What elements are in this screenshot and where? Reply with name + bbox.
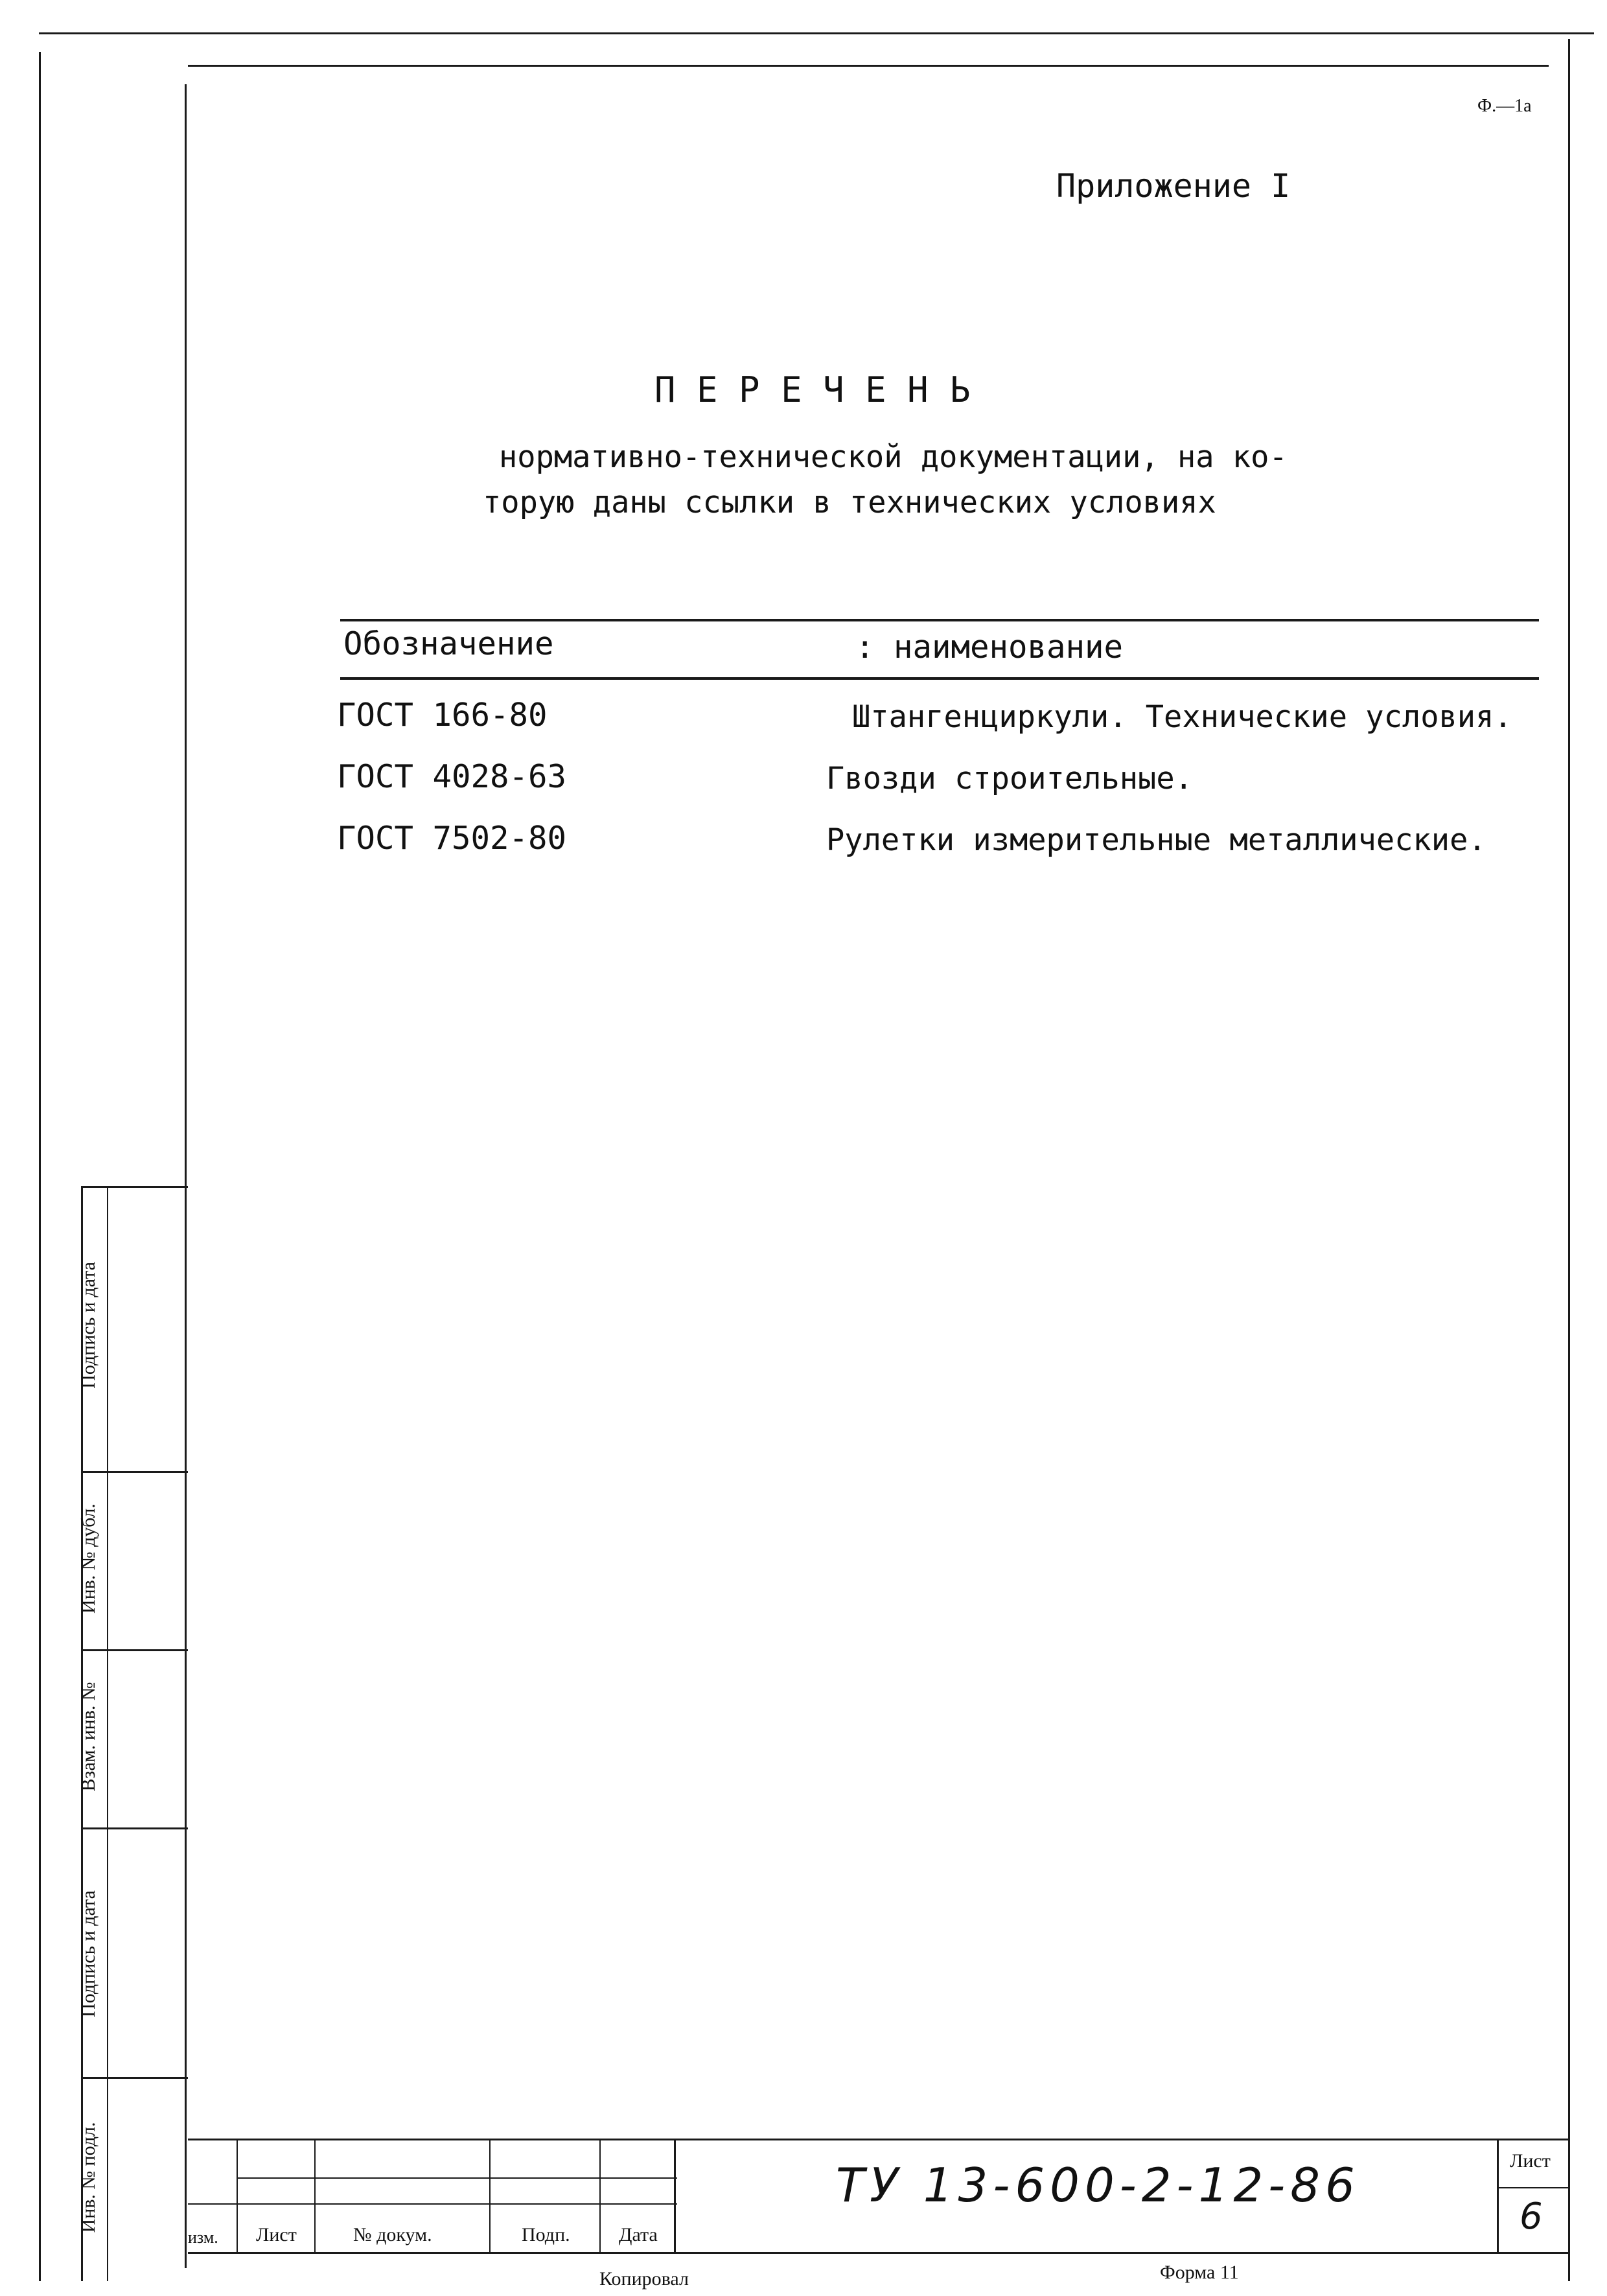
title-block-col xyxy=(489,2139,491,2252)
title-block-col xyxy=(237,2139,238,2252)
title-block-sheet-col xyxy=(1497,2139,1499,2252)
table-row xyxy=(337,758,1568,804)
document-heading: П Е Р Е Ч Е Н Ь xyxy=(654,369,971,410)
document-subtitle-line2: торую даны ссылки в технических условиях xyxy=(483,485,1216,520)
title-block-col xyxy=(599,2139,601,2252)
row-designation: ГОСТ 166-80 xyxy=(337,697,548,734)
table-row xyxy=(337,820,1568,865)
form-code: Ф.—1а xyxy=(1477,96,1532,116)
izm-label: изм. xyxy=(188,2228,218,2247)
top-border xyxy=(39,32,1594,34)
row-designation: ГОСТ 7502-80 xyxy=(337,820,567,857)
side-stamp-divider xyxy=(81,1649,188,1651)
title-block-col xyxy=(674,2139,676,2252)
side-stamp-divider xyxy=(81,1186,188,1188)
copied-label: Копировал xyxy=(599,2268,689,2290)
side-stamp-divider xyxy=(81,1471,188,1473)
inv-podl-label: Инв. № подл. xyxy=(78,2122,99,2233)
row-name: Рулетки измерительные металлические. xyxy=(826,822,1486,858)
inner-left-border xyxy=(185,84,187,2268)
title-block-top-line xyxy=(188,2139,1568,2140)
list-label: Лист xyxy=(256,2224,297,2245)
sheet-label: Лист xyxy=(1510,2150,1551,2172)
dokum-label: № докум. xyxy=(353,2224,432,2245)
data-label: Дата xyxy=(619,2224,658,2245)
document-designation: ТУ 13-600-2-12-86 xyxy=(836,2158,1360,2212)
form-label: Форма 11 xyxy=(1160,2262,1239,2283)
document-subtitle-line1: нормативно-технической документации, на ко- xyxy=(499,439,1288,475)
podpis-data-label-2: Подпись и дата xyxy=(78,1890,99,2017)
title-block-bottom-line xyxy=(188,2252,1568,2254)
row-name: Гвозди строительные. xyxy=(826,761,1193,796)
podpis-data-label: Подпись и дата xyxy=(78,1262,99,1389)
side-stamp-inner-line xyxy=(107,1186,108,2281)
sheet-number: 6 xyxy=(1520,2196,1543,2238)
inv-dubl-label: Инв. № дубл. xyxy=(78,1503,99,1614)
title-block-sheet-row xyxy=(1497,2187,1568,2188)
table-top-rule xyxy=(340,619,1539,621)
side-stamp-divider xyxy=(81,1827,188,1829)
table-row xyxy=(337,697,1568,742)
right-border xyxy=(1568,39,1570,2281)
column-header-name: : наименование xyxy=(855,629,1124,666)
title-block-col xyxy=(314,2139,316,2252)
row-name: Штангенциркули. Технические условия. xyxy=(852,699,1512,735)
title-block-mid-line xyxy=(237,2177,677,2179)
appendix-label: Приложение I xyxy=(1056,167,1291,205)
podp-label: Подп. xyxy=(522,2224,570,2245)
side-stamp-divider xyxy=(81,2077,188,2079)
row-designation: ГОСТ 4028-63 xyxy=(337,758,567,795)
inner-top-border xyxy=(188,65,1549,67)
title-block-row-line xyxy=(188,2203,677,2205)
outer-left-border xyxy=(39,52,41,2281)
table-header-rule xyxy=(340,677,1539,680)
vzam-inv-label: Взам. инв. № xyxy=(78,1682,99,1792)
column-header-designation: Обозначение xyxy=(343,625,554,662)
